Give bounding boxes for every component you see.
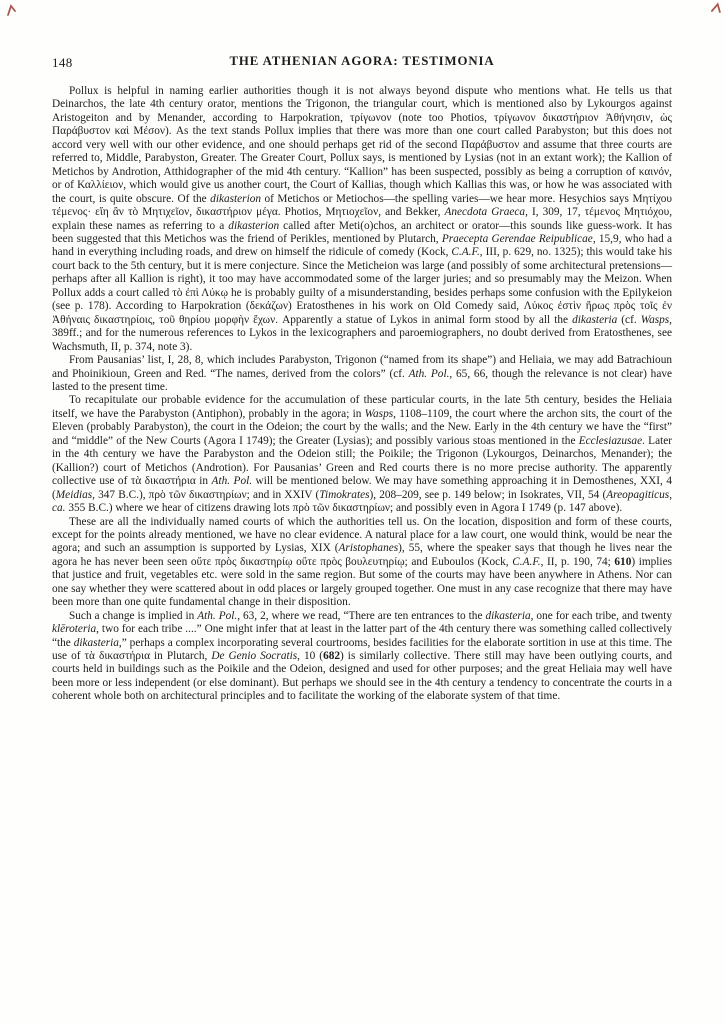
page-number: 148 — [52, 55, 73, 70]
text-run: Timokrates — [319, 488, 370, 501]
paragraph — [52, 516, 672, 610]
text-run: dikasterion — [228, 219, 280, 232]
text-run: , 65, 66, though the relevance is not clear) have lasted to the present time. — [52, 367, 672, 393]
text-run: Wasps — [364, 407, 394, 420]
text-run: ; and Euboulos (Kock, — [404, 555, 513, 568]
text-run: 682 — [323, 650, 341, 663]
text-run: dikasteria — [73, 636, 119, 649]
text-run: ca. — [52, 502, 66, 515]
text-run: klēroteria — [52, 623, 97, 636]
text-run: , one for each tribe, and twenty — [530, 609, 672, 622]
text-run: καινόν — [638, 165, 670, 178]
paragraph — [52, 354, 672, 394]
text-run: δεκάζων — [249, 300, 289, 313]
text-run: ) Eratosthenes in his work on Old Comedy said, — [288, 300, 524, 313]
text-run: , 63, 2, where we read, “There are ten entrances to the — [237, 609, 486, 622]
text-run: Λύκος ἐστὶν ἥρως πρὸς τοῖς ἐν Ἀθήναις δικαστηρίοις, τοῦ θηρίου μορφὴν ἔχων. — [52, 300, 672, 326]
text-run: πρὸ τῶν δικαστηρίων — [148, 488, 247, 501]
text-run: These are all the individually named courts of which the authorities tell us. On the location, disposition and form of these courts, except for the points already mentioned, we have no clear evidence. A natural place for a law court, one would think, would be near the agora; and such an assumption is supported by Lysias, XIX ( — [52, 515, 672, 555]
text-run: 610 — [614, 555, 632, 568]
text-run: in — [195, 475, 212, 488]
running-header — [52, 54, 672, 72]
text-run: and assume that three courts are referred to, Middle, Parabyston, Greater. The Greater Court, Pollux says, is mentioned by Lysias (not in an extant work); the Kallion of Metichos by Androtion, Atthidographer of the mid 4th century. “Kallion” has been suspected, possibly as being a corruption of — [52, 138, 672, 178]
text-run: , III, p. 629, no. 1325); this would take his court back to the 5th century, but it is mere conjecture. Since the Meticheion was large (and possibly of some architectural pretensions—perhaps after all Kallion is right), it too may have accommodated some of the larger juries; and so presumably may the Meizon. When Pollux adds a court called — [52, 246, 672, 299]
text-run: Μητίχου τέμενος· εἴη ἂν τὸ Μητιχεῖον, δικαστήριον μέγα. — [52, 192, 672, 219]
text-run: τὰ δικαστήρια — [130, 475, 196, 488]
text-run: Μητιοχεῖον — [325, 206, 379, 219]
text-run: Ath. Pol. — [197, 609, 238, 622]
text-run: , 1108–1109, the court where the archon sits, the court of the Eleven (probably Parabyston), the court in the Odeion; the court by the walls; and the New. Early in the 4th century we have the “first” and “middle” of the New Courts (Agora I 1749); the Greater (Lysias); and possibly various stoas mentioned in the — [52, 407, 672, 447]
paragraph — [52, 394, 672, 515]
text-run: C.A.F. — [512, 555, 541, 568]
text-run: ; and in XXIV ( — [246, 488, 320, 501]
text-run: To recapitulate our probable evidence for the accumulation of these particular courts, in the late 5th century, besides the Heliaia itself, we have the Parabyston (Antiphon), probably in the agora; in — [52, 394, 672, 420]
text-run: called after Meti(o)chos, an architect or orator—this sounds like guess-work. It has been suggested that this Metichos was the friend of Perikles, mentioned by Plutarch, — [52, 219, 672, 245]
text-run: τὸ ἐπὶ Λύκῳ — [172, 286, 229, 299]
text-run: Areopagiticus — [606, 488, 670, 501]
text-run: , or of — [52, 165, 672, 192]
text-run: dikasteria — [572, 313, 618, 326]
text-run: he is probably guilty of a misunderstanding, besides perhaps some confusion with the Epilykeion (see p. 178). According to Harpokration ( — [52, 286, 672, 313]
text-run: . Later in the 4th century we have the Parabyston and the Odeion still; the Poikile; the Trigonon (Lykourgos, Deinarchos, Menander); the (Kallion?) court of Metichos (Androtion). For Pausanias’ Green and Red courts there is no more precise authority. The apparently collective use of — [52, 434, 672, 488]
text-run: τὰ δικαστήρια — [84, 650, 150, 663]
text-run: τρίγωνον — [349, 111, 392, 124]
text-run: (note too Photios, — [391, 111, 495, 124]
text-block — [52, 85, 672, 704]
text-run: , 347 B.C.), — [92, 488, 149, 501]
text-run: Aristophanes — [338, 542, 399, 555]
text-run: (cf. — [617, 313, 641, 326]
text-run: ). As the text stands Pollux implies that there was more than one court called Parabyston; but this does not accord very well with our other evidence, and one should perhaps get rid of the second — [52, 125, 672, 151]
text-run: C.A.F. — [451, 246, 480, 259]
text-run: οὔτε πρὸς δικαστηρίῳ οὔτε πρὸς βουλευτηρίῳ — [190, 555, 405, 568]
text-run: in Plutarch, — [150, 650, 212, 663]
text-run: De Genio Socratis — [211, 650, 298, 663]
text-run: dikasteria — [485, 609, 531, 622]
text-run: Apparently a statue of Lykos in animal form stood by all the — [278, 313, 573, 326]
text-run: From Pausanias’ list, I, 28, 8, which includes Parabyston, Trigonon (“named from its shape”) and Heliaia, we may add Batrachioun and Phoinikioun, Green and Red. “The names, derived from the colors” (cf. — [52, 354, 672, 380]
text-run: , II, p. 190, 74; — [540, 555, 615, 568]
text-run: ) is similarly collective. There still may have been outlying courts, and courts held in buildings such as the Poikile and the Odeion, designed and used for other purposes; and the great Heliaia may well have been more or less independent (or else dominant). But perhaps we should see in the 4th century a tendency to concentrate the courts in a coherent whole both on architectural principles and to facilitate the working of the elaborate system of that time. — [52, 650, 672, 703]
text-run: ), 55, where the speaker says that though he lives near the agora he has never been seen — [52, 542, 672, 568]
text-run: , — [669, 488, 673, 501]
text-run: of Metichos or Metiochos—the spelling varies—we hear more. Hesychios says — [261, 192, 633, 205]
text-run: Ecclesiazusae — [578, 434, 643, 447]
text-run: , two for each tribe ....” One might infer that at least in the latter part of the 4th century there was something called collectively “the — [52, 623, 672, 649]
text-run: Photios, — [280, 206, 326, 219]
text-run: Meidias — [55, 488, 93, 501]
text-run: Such a change is implied in — [69, 609, 198, 622]
text-run: , 15,9, who had a hand in everything including roads, and drew on himself the ridicule of comedy (Kock, — [52, 232, 672, 259]
text-run: , explain these names as referring to a — [52, 206, 673, 232]
text-run: Ath. Pol. — [408, 367, 450, 380]
text-run: Ath. Pol. — [211, 475, 253, 488]
text-run: Anecdota Graeca — [444, 206, 526, 219]
text-run: πρὸ τῶν δικαστηρίων — [292, 502, 390, 515]
text-run: Praecepta Gerendae Reipublicae — [441, 232, 593, 245]
text-run: will be mentioned below. We may have something approaching it in Demosthenes, XXI, 4 ( — [52, 475, 672, 501]
text-run: τρίγωνον δικαστήριον Ἀθήνησιν, ὡς Παράβυστον καὶ Μέσον — [52, 111, 673, 138]
page-title: THE ATHENIAN AGORA: TESTIMONIA — [229, 54, 495, 68]
text-run: ), 208–209, see p. 149 below; in Isokrates, VII, 54 ( — [369, 488, 607, 501]
text-run: , I, 309, 17, — [525, 206, 585, 219]
text-run: Wasps — [640, 313, 670, 326]
text-run: Παράβυστον — [460, 138, 520, 151]
text-run: , 10 ( — [297, 650, 324, 663]
paragraph — [52, 610, 672, 704]
text-run: ,” perhaps a complex incorporating several courtrooms, besides facilities for the elaborate sortition in use at this time. The use of — [52, 636, 673, 663]
text-run: 355 B.C.) where we hear of citizens drawing lots — [65, 502, 293, 515]
text-run: Pollux is helpful in naming earlier authorities though it is not always beyond dispute who mentions what. He tells us that Deinarchos, the late 4th century orator, mentions the Trigonon, the triangular court, which is mentioned also by Lykourgos against Aristogeiton and by Menander, according to Harpokration, — [52, 85, 672, 124]
text-run: , 389ff.; and for the numerous references to Lykos in the lexicographers and paroemiographers, no doubt derived from Eratosthenes, see Wachsmuth, II, p. 374, note 3). — [52, 313, 672, 353]
corner-mark-left-icon — [6, 4, 17, 22]
text-run: ; and possibly even in Agora I 1749 (p. 147 above). — [390, 502, 623, 515]
text-run: Καλλίειον — [77, 179, 124, 192]
paragraph — [52, 85, 672, 354]
text-run: τέμενος Μητιόχου — [584, 206, 670, 219]
text-run: ) implies that justice and fruit, vegetables etc. were sold in the same region. But some of the courts may have been anywhere in Athens. Nor can one say whether they were scattered about in odd places or largely grouped together. One must in any case recognize that there may have been more than one quite fundamental change in their disposition. — [52, 555, 672, 609]
text-run: dikasterion — [210, 192, 262, 205]
text-run: , which would give us another court, the Court of Kallias, though which Kallias this was, or how he was associated with the court, is quite obscure. Of the — [52, 179, 672, 205]
text-run: , and Bekker, — [378, 206, 445, 219]
